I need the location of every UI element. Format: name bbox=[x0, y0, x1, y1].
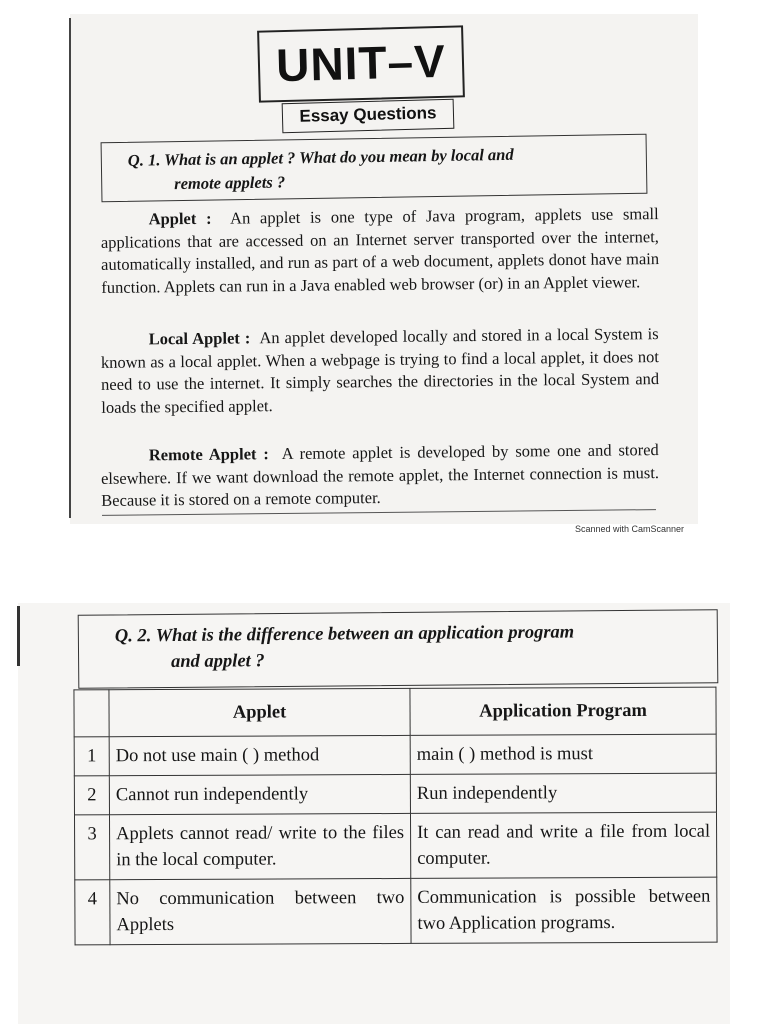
applet-cell-text: Applets cannot read/ write to the files in the local computer. bbox=[116, 822, 405, 871]
applet-cell-text: Cannot run independently bbox=[115, 784, 309, 806]
scanner-watermark: Scanned with CamScanner bbox=[575, 524, 685, 534]
question-1-box bbox=[101, 134, 648, 203]
application-cell-text: Run independently bbox=[416, 783, 558, 804]
row-number: 3 bbox=[74, 815, 109, 880]
answer-local-applet bbox=[101, 323, 660, 419]
question-1-text bbox=[128, 141, 639, 197]
answer-term: Remote Applet : bbox=[148, 444, 269, 465]
row-number: 2 bbox=[74, 776, 109, 815]
table-row bbox=[74, 773, 716, 815]
question-2-line2: and applet ? bbox=[171, 651, 265, 672]
answer-applet bbox=[101, 203, 660, 299]
question-1-number: Q. 1. bbox=[127, 150, 161, 170]
application-cell bbox=[410, 812, 716, 878]
row-number: 4 bbox=[75, 880, 110, 945]
unit-title-box bbox=[257, 25, 465, 102]
applet-cell bbox=[109, 813, 410, 879]
application-cell-text: Communication is possible between two Application programs. bbox=[417, 886, 711, 934]
question-2-text bbox=[115, 618, 715, 675]
answer-term: Applet : bbox=[148, 208, 212, 229]
table-row bbox=[75, 877, 717, 945]
answer-remote-applet bbox=[101, 439, 660, 512]
application-cell bbox=[410, 734, 716, 774]
table-header-num bbox=[74, 690, 109, 737]
application-cell bbox=[411, 877, 717, 943]
question-1-line1: What is an applet ? What do you mean by local and bbox=[164, 144, 514, 170]
question-2-box bbox=[78, 609, 719, 689]
question-2-number: Q. 2. bbox=[114, 626, 152, 647]
page-edge-shadow bbox=[69, 18, 71, 518]
table-header-row bbox=[74, 687, 716, 737]
applet-cell bbox=[109, 774, 410, 814]
question-2-line1: What is the difference between an application program bbox=[155, 622, 575, 647]
page-edge-shadow bbox=[17, 606, 20, 666]
applet-cell bbox=[110, 878, 411, 944]
answer-text: An applet is one type of Java program, applets use small applications that are accessed on an Internet server transported over the internet, automatically installed, and run as part of a web document, applets donot have main function. Applets can run in a Java enabled web browser (or) in an Applet viewer. bbox=[100, 204, 660, 297]
applet-cell bbox=[109, 735, 410, 775]
table-header-applet: Applet bbox=[109, 688, 410, 736]
answer-text: A remote applet is developed by some one and stored elsewhere. If we want download the remote applet, the Internet connection is must. Because it is stored on a remote computer. bbox=[100, 440, 660, 510]
question-1-line2: remote applets ? bbox=[174, 172, 286, 194]
table-row bbox=[74, 734, 716, 776]
application-cell-text: It can read and write a file from local computer. bbox=[417, 821, 711, 869]
answer-text: An applet developed locally and stored in a local System is known as a local applet. When a webpage is trying to find a local applet, it does not need to use the internet. It simply searches the directories in the local System and loads the specified applet. bbox=[100, 324, 660, 417]
section-label-box bbox=[282, 99, 455, 133]
applet-cell-text: No communication between two Applets bbox=[116, 887, 405, 936]
applet-cell-text: Do not use main ( ) method bbox=[115, 745, 320, 767]
comparison-table bbox=[73, 687, 717, 946]
row-number: 1 bbox=[74, 737, 109, 776]
table-header-application: Application Program bbox=[410, 687, 716, 735]
application-cell-text: main ( ) method is must bbox=[416, 744, 594, 765]
table-row bbox=[74, 812, 716, 880]
section-label: Essay Questions bbox=[299, 103, 437, 126]
unit-title: UNIT–V bbox=[275, 34, 447, 92]
application-cell bbox=[410, 773, 716, 813]
answer-term: Local Applet : bbox=[148, 328, 251, 349]
